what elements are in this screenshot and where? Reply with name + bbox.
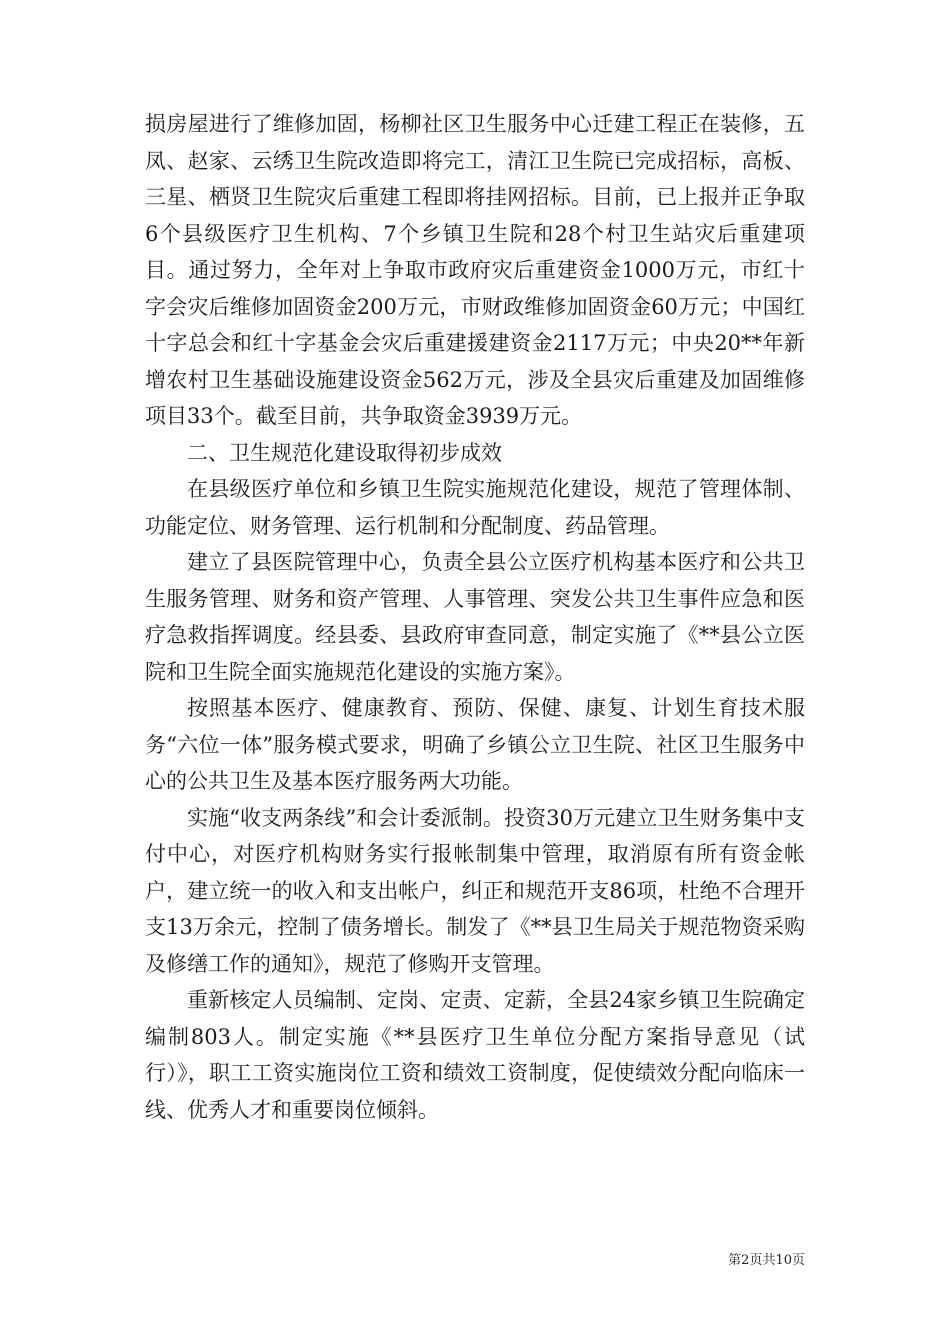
document-body [145, 106, 805, 1128]
section-heading: 二、卫生规范化建设取得初步成效 [187, 440, 502, 465]
paragraph-continuation: 损房屋进行了维修加固，杨柳社区卫生服务中心迁建工程正在装修，五凤、赵家、云绣卫生院改造即将完工，清江卫生院已完成招标，高板、三星、栖贤卫生院灾后重建工程即将挂网招标。目前，已上报并正争取6个县级医疗卫生机构、7个乡镇卫生院和28个村卫生站灾后重建项目。通过努力，全年对上争取市政府灾后重建资金1000万元，市红十字会灾后维修加固资金200万元，市财政维修加固资金60万元；中国红十字总会和红十字基金会灾后重建援建资金2117万元；中央20**年新增农村卫生基础设施建设资金562万元，涉及全县灾后重建及加固维修项目33个。截至目前，共争取资金3939万元。 [145, 112, 805, 428]
paragraph-staffing-salary: 重新核定人员编制、定岗、定责、定薪，全县24家乡镇卫生院确定编制803人。制定实施《**县医疗卫生单位分配方案指导意见（试行）》，职工工资实施岗位工资和绩效工资制度，促使绩效分配向临床一线、优秀人才和重要岗位倾斜。 [145, 988, 805, 1122]
paragraph-hospital-management-center: 建立了县医院管理中心，负责全县公立医疗机构基本医疗和公共卫生服务管理、财务和资产管理、人事管理、突发公共卫生事件应急和医疗急救指挥调度。经县委、县政府审查同意，制定实施了《**县公立医院和卫生院全面实施规范化建设的实施方案》。 [145, 550, 805, 684]
page-number-footer: 第2页共10页 [728, 1253, 805, 1268]
paragraph-six-in-one-model: 按照基本医疗、健康教育、预防、保健、康复、计划生育技术服务“六位一体”服务模式要求，明确了乡镇公立卫生院、社区卫生服务中心的公共卫生及基本医疗服务两大功能。 [145, 696, 805, 793]
paragraph-standardization-intro: 在县级医疗单位和乡镇卫生院实施规范化建设，规范了管理体制、功能定位、财务管理、运行机制和分配制度、药品管理。 [145, 477, 805, 538]
paragraph-finance-management: 实施“收支两条线”和会计委派制。投资30万元建立卫生财务集中支付中心，对医疗机构财务实行报帐制集中管理，取消原有所有资金帐户，建立统一的收入和支出帐户，纠正和规范开支86项，杜绝不合理开支13万余元，控制了债务增长。制发了《**县卫生局关于规范物资采购及修缮工作的通知》，规范了修购开支管理。 [145, 805, 805, 976]
